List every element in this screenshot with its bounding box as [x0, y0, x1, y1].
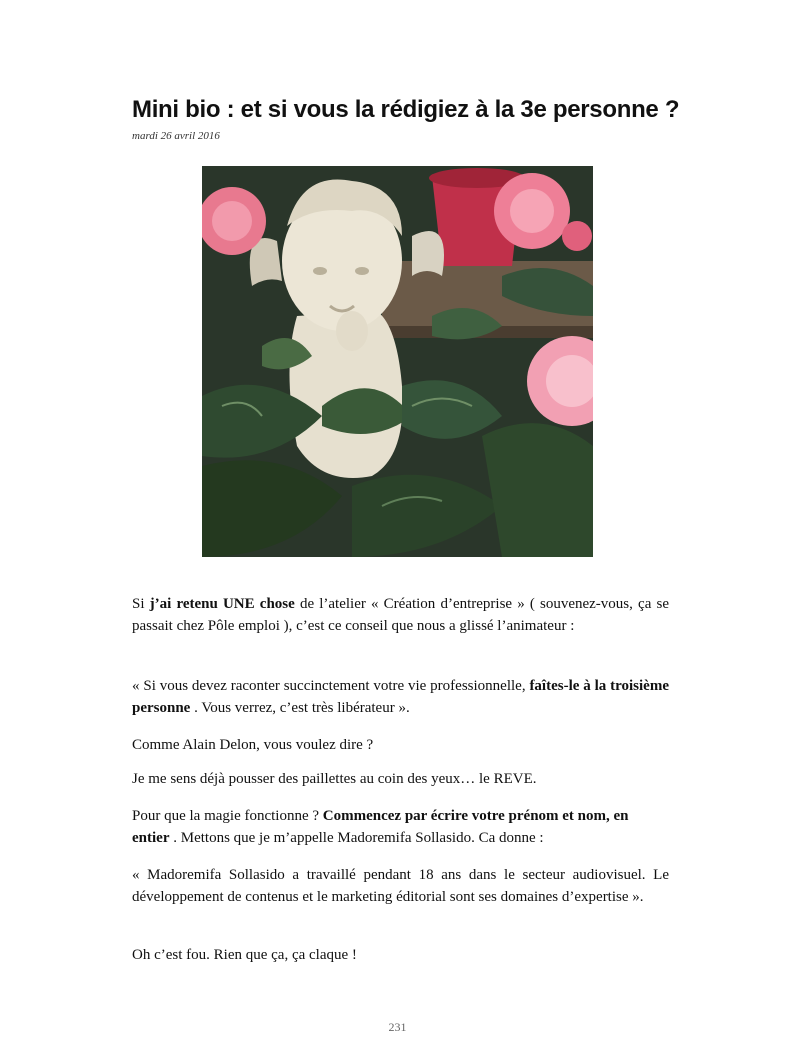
- paragraph-5-bold: Commencez par écrire votre prénom et nom, en entier: [132, 808, 629, 846]
- paragraph-2: [132, 675, 669, 719]
- paragraph-3: Comme Alain Delon, vous voulez dire ?: [132, 737, 374, 753]
- article-title: Mini bio : et si vous la rédigiez à la 3e personne ?: [132, 96, 680, 123]
- paragraph-1-lead: Si: [132, 596, 150, 612]
- paragraph-2-rest: . Vous verrez, c’est très libérateur ».: [190, 700, 410, 716]
- paragraph-6: « Madoremifa Sollasido a travaillé pendant 18 ans dans le secteur audiovisuel. Le développement de contenus et le marketing éditorial sont ses domaines d’expertise ».: [132, 867, 669, 905]
- paragraph-5-lead: Pour que la magie fonctionne ?: [132, 808, 323, 824]
- paragraph-5: [132, 805, 669, 849]
- paragraph-2-lead: « Si vous devez raconter succinctement votre vie professionnelle,: [132, 678, 530, 694]
- paragraph-5-rest: . Mettons que je m’appelle Madoremifa Sollasido. Ca donne :: [169, 830, 544, 846]
- article-photo: [202, 166, 593, 557]
- paragraph-2-bold: faîtes-le à la troisième personne: [132, 678, 669, 716]
- paragraph-7: Oh c’est fou. Rien que ça, ça claque !: [132, 947, 357, 963]
- cherub-statue-roses-photo: [202, 166, 593, 557]
- page-number: 231: [388, 1020, 407, 1034]
- paragraph-1: [132, 593, 669, 637]
- paragraph-1-bold: j’ai retenu UNE chose: [149, 596, 295, 612]
- paragraph-1-rest: de l’atelier « Création d’entreprise » ( souvenez-vous, ça se passait chez Pôle emploi ), c’est ce conseil que nous a glissé l’animateur :: [132, 596, 669, 634]
- paragraph-4: Je me sens déjà pousser des paillettes au coin des yeux… le REVE.: [132, 771, 537, 787]
- article-date: mardi 26 avril 2016: [132, 130, 220, 142]
